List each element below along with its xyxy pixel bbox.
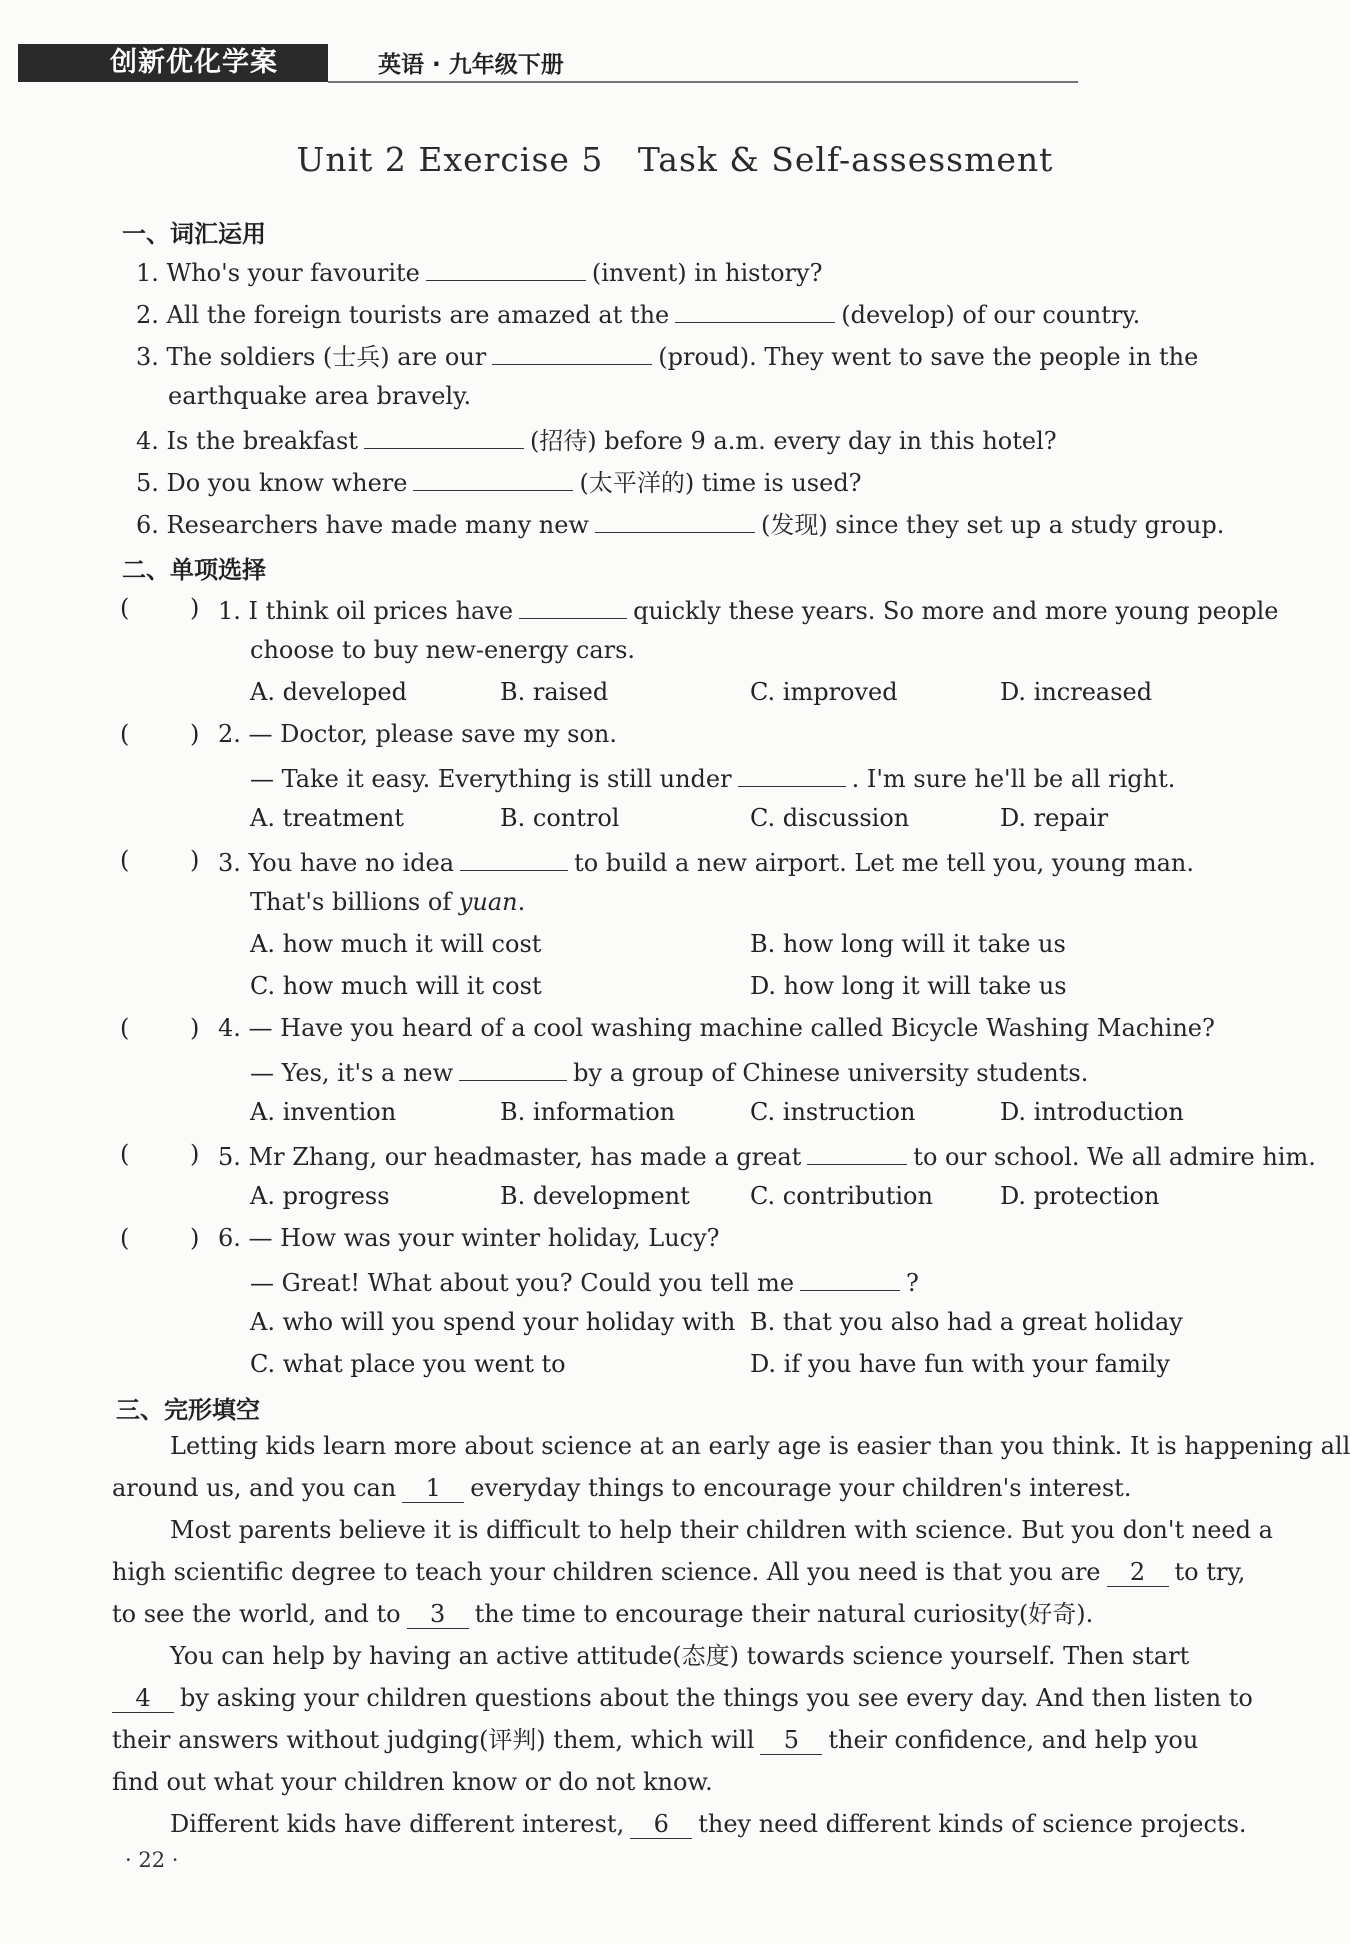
answer-blank[interactable] [460,844,568,871]
choice-question-4: 4. — Have you heard of a cool washing machine called Bicycle Washing Machine? [218,1014,1215,1042]
option-a[interactable]: A. how much it will cost [250,930,542,958]
answer-paren-open: ( [120,720,130,748]
answer-blank[interactable] [800,1264,900,1291]
answer-blank[interactable] [459,1054,567,1081]
bullet-right-icon: · [171,1848,179,1872]
cloze-paragraph-4-line-1: Different kids have different interest, 6 they need different kinds of science projects. [170,1810,1247,1838]
answer-paren-open: ( [120,1224,130,1252]
vocab-item-1: 1. Who's your favourite (invent) in history? [136,254,822,289]
vocab-item-5: 5. Do you know where (太平洋的) time is used? [136,464,862,499]
cloze-paragraph-2-line-3: to see the world, and to 3 the time to encourage their natural curiosity(好奇). [112,1600,1094,1628]
choice-question-1: 1. I think oil prices have quickly these years. So more and more young people [218,592,1279,627]
option-c[interactable]: C. discussion [750,804,910,832]
header-rule [328,81,1078,83]
cloze-paragraph-2-line-2: high scientific degree to teach your children science. All you need is that you are 2 to try, [112,1558,1246,1586]
vocab-item-4: 4. Is the breakfast (招待) before 9 a.m. every day in this hotel? [136,422,1057,457]
option-b[interactable]: B. raised [500,678,609,706]
brand-logo: 创新优化学案 [18,44,328,82]
option-a[interactable]: A. invention [250,1098,397,1126]
option-d[interactable]: D. introduction [1000,1098,1184,1126]
answer-paren-close: ) [190,846,200,874]
answer-blank[interactable] [426,254,586,281]
cloze-paragraph-2-line-1: Most parents believe it is difficult to help their children with science. But you don't need a [170,1516,1273,1544]
cloze-paragraph-3-line-2: 4 by asking your children questions about the things you see every day. And then listen to [112,1682,1253,1714]
answer-blank[interactable] [738,760,846,787]
cloze-blank-1[interactable]: 1 [402,1474,464,1503]
cloze-paragraph-1-line-2: around us, and you can 1 everyday things to encourage your children's interest. [112,1474,1132,1502]
answer-blank[interactable] [413,464,573,491]
cloze-blank-6[interactable]: 6 [630,1810,692,1839]
option-a[interactable]: A. treatment [250,804,404,832]
answer-paren-open: ( [120,1140,130,1168]
vocab-item-2: 2. All the foreign tourists are amazed at the (develop) of our country. [136,296,1140,331]
option-d[interactable]: D. how long it will take us [750,972,1067,1000]
option-a[interactable]: A. progress [250,1182,390,1210]
page-title: Unit 2 Exercise 5 Task & Self-assessment [296,140,1054,179]
option-d[interactable]: D. increased [1000,678,1153,706]
choice-question-1-continued: choose to buy new-energy cars. [250,636,636,664]
answer-paren-close: ) [190,1014,200,1042]
option-c[interactable]: C. contribution [750,1182,933,1210]
choice-question-6: 6. — How was your winter holiday, Lucy? [218,1224,720,1252]
option-b[interactable]: B. that you also had a great holiday [750,1308,1183,1336]
cloze-paragraph-3-line-4: find out what your children know or do not know. [112,1768,713,1796]
cloze-paragraph-3-line-1: You can help by having an active attitude(态度) towards science yourself. Then start [170,1642,1190,1670]
choice-question-3: 3. You have no idea to build a new airport. Let me tell you, young man. [218,844,1194,879]
option-c[interactable]: C. improved [750,678,898,706]
option-d[interactable]: D. if you have fun with your family [750,1350,1170,1378]
answer-blank[interactable] [519,592,627,619]
cloze-blank-4[interactable]: 4 [112,1684,174,1713]
choice-question-4-reply: — Yes, it's a new by a group of Chinese university students. [250,1054,1088,1089]
option-c[interactable]: C. instruction [750,1098,916,1126]
section-vocabulary-heading: 一、词汇运用 [122,220,266,248]
bullet-left-icon: · [125,1848,132,1872]
option-d[interactable]: D. protection [1000,1182,1160,1210]
option-c[interactable]: C. what place you went to [250,1350,566,1378]
answer-paren-close: ) [190,1140,200,1168]
answer-paren-open: ( [120,846,130,874]
section-choice-heading: 二、单项选择 [122,556,266,584]
vocab-item-3: 3. The soldiers (士兵) are our (proud). They went to save the people in the [136,338,1198,373]
option-d[interactable]: D. repair [1000,804,1109,832]
cloze-blank-5[interactable]: 5 [760,1726,822,1755]
vocab-item-3-continued: earthquake area bravely. [168,382,472,410]
answer-paren-close: ) [190,594,200,622]
option-b[interactable]: B. development [500,1182,690,1210]
choice-question-2-reply: — Take it easy. Everything is still under . I'm sure he'll be all right. [250,760,1175,795]
option-c[interactable]: C. how much will it cost [250,972,542,1000]
option-b[interactable]: B. information [500,1098,676,1126]
answer-paren-open: ( [120,1014,130,1042]
page-header [18,44,1058,84]
option-b[interactable]: B. how long will it take us [750,930,1066,958]
choice-question-6-reply: — Great! What about you? Could you tell me ? [250,1264,919,1299]
answer-paren-open: ( [120,594,130,622]
option-a[interactable]: A. who will you spend your holiday with [250,1308,736,1336]
cloze-blank-3[interactable]: 3 [407,1600,469,1629]
cloze-paragraph-3-line-3: their answers without judging(评判) them, which will 5 their confidence, and help you [112,1726,1199,1754]
page-number: · 22 · [125,1848,179,1872]
option-b[interactable]: B. control [500,804,620,832]
answer-blank[interactable] [364,422,524,449]
answer-paren-close: ) [190,1224,200,1252]
choice-question-5: 5. Mr Zhang, our headmaster, has made a great to our school. We all admire him. [218,1138,1316,1173]
choice-question-2: 2. — Doctor, please save my son. [218,720,617,748]
section-cloze-heading: 三、完形填空 [116,1396,260,1424]
answer-blank[interactable] [675,296,835,323]
answer-blank[interactable] [492,338,652,365]
answer-blank[interactable] [595,506,755,533]
vocab-item-6: 6. Researchers have made many new (发现) since they set up a study group. [136,506,1224,541]
cloze-paragraph-1-line-1: Letting kids learn more about science at an early age is easier than you think. It is happening all [170,1432,1350,1460]
answer-paren-close: ) [190,720,200,748]
answer-blank[interactable] [807,1138,907,1165]
cloze-blank-2[interactable]: 2 [1107,1558,1169,1587]
choice-question-3-continued: That's billions of yuan. [250,888,526,916]
option-a[interactable]: A. developed [250,678,407,706]
subject-label: 英语 · 九年级下册 [378,52,564,78]
